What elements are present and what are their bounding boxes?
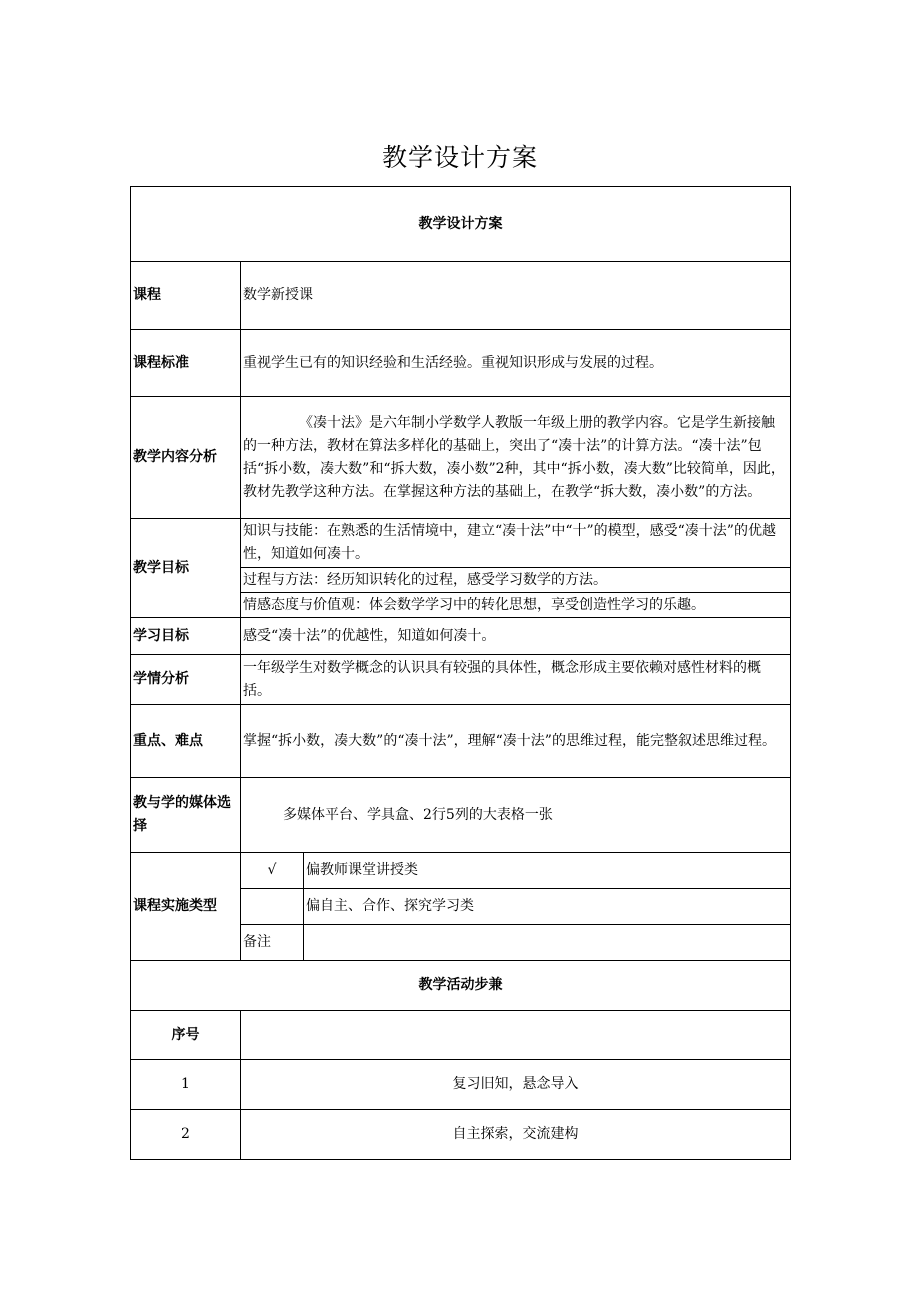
table-row (131, 1110, 791, 1160)
media-row (131, 778, 791, 853)
implementation-option: 偏教师课堂讲授类 (304, 853, 791, 889)
lesson-plan-table (130, 186, 791, 1160)
objective-knowledge: 知识与技能：在熟悉的生活情境中，建立“凑十法”中“十”的模型，感受“凑十法”的优越性，知道如何凑十。 (241, 519, 791, 568)
learning-goal-value: 感受“凑十法”的优越性，知道如何凑十。 (241, 618, 791, 655)
learning-goal-row (131, 618, 791, 655)
objective-attitude: 情感态度与价值观：体会数学学习中的转化思想，享受创造性学习的乐趣。 (241, 593, 791, 618)
content-analysis-label: 教学内容分析 (131, 397, 241, 519)
step-text: 复习旧知，悬念导入 (241, 1060, 791, 1110)
learner-analysis-value: 一年级学生对数学概念的认识具有较强的具体性，概念形成主要依赖对感性材料的概括。 (241, 655, 791, 705)
course-value: 数学新授课 (241, 262, 791, 330)
step-number-header: 序号 (131, 1011, 241, 1060)
activity-header: 教学活动步兼 (131, 961, 791, 1011)
standard-value: 重视学生已有的知识经验和生活经验。重视知识形成与发展的过程。 (241, 330, 791, 397)
key-points-value: 掌握“拆小数，凑大数”的“凑十法”，理解“凑十法”的思维过程，能完整叙述思维过程。 (241, 705, 791, 778)
course-label: 课程 (131, 262, 241, 330)
document-title: 教学设计方案 (381, 143, 538, 172)
implementation-mark (241, 889, 304, 925)
key-points-label: 重点、难点 (131, 705, 241, 778)
table-header: 教学设计方案 (131, 187, 791, 262)
objective-process: 过程与方法：经历知识转化的过程，感受学习数学的方法。 (241, 568, 791, 593)
objectives-label: 教学目标 (131, 519, 241, 618)
steps-header-row (131, 1011, 791, 1060)
table-header-row (131, 187, 791, 262)
content-analysis-row (131, 397, 791, 519)
course-row (131, 262, 791, 330)
key-points-row (131, 705, 791, 778)
learner-analysis-label: 学情分析 (131, 655, 241, 705)
content-analysis-value: 《凑十法》是六年制小学数学人教版一年级上册的教学内容。它是学生新接触的一种方法，教材在算法多样化的基础上，突出了“凑十法”的计算方法。“凑十法”包括“拆小数，凑大数”和“拆大数，凑小数”2种，其中“拆小数，凑大数”比较简单，因此，教材先教学这种方法。在掌握这种方法的基础上，在教学“拆大数，凑小数”的方法。 (241, 397, 791, 519)
remark-value (304, 925, 791, 961)
checkmark-icon: √ (241, 853, 304, 889)
media-value: 多媒体平台、学具盒、2行5列的大表格一张 (241, 778, 791, 853)
media-label: 教与学的媒体选择 (131, 778, 241, 853)
standard-label: 课程标准 (131, 330, 241, 397)
implementation-label: 课程实施类型 (131, 853, 241, 961)
implementation-option: 偏自主、合作、探究学习类 (304, 889, 791, 925)
remark-label: 备注 (241, 925, 304, 961)
step-content-header (241, 1011, 791, 1060)
step-number: 2 (131, 1110, 241, 1160)
step-number: 1 (131, 1060, 241, 1110)
implementation-row (131, 853, 791, 889)
learner-analysis-row (131, 655, 791, 705)
step-text: 自主探索，交流建构 (241, 1110, 791, 1160)
objective-row (131, 519, 791, 568)
learning-goal-label: 学习目标 (131, 618, 241, 655)
table-row (131, 1060, 791, 1110)
activity-header-row (131, 961, 791, 1011)
standard-row (131, 330, 791, 397)
